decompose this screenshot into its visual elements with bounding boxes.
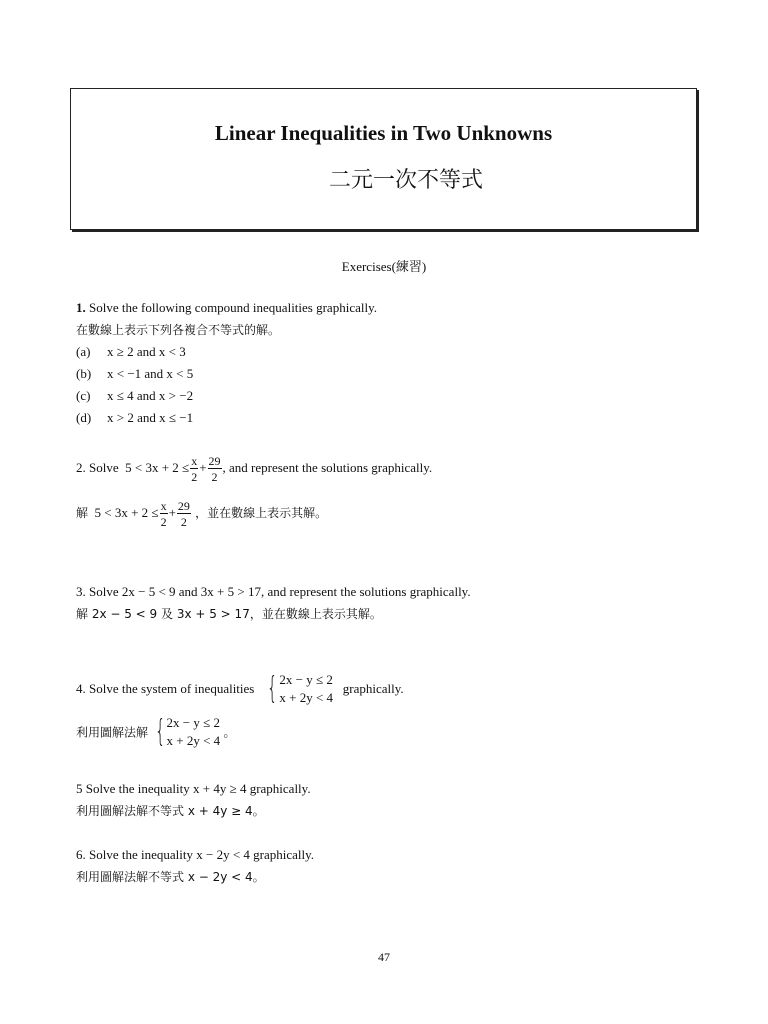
- q6-prompt-zh: 利用圖解法解不等式 x − 2y < 4。: [76, 870, 265, 884]
- frac-num: x: [160, 499, 167, 513]
- q2-prompt-zh: [76, 500, 327, 528]
- q1-part-label: (a): [76, 344, 91, 359]
- q1-part-label: (d): [76, 410, 92, 425]
- q4-inequality-system: [267, 671, 333, 707]
- q1-part-b: [76, 366, 193, 382]
- q2-fraction-29-zh: [177, 500, 191, 528]
- q3-prompt-zh: 解 2x − 5 < 9 及 3x + 5 > 17，並在數線上表示其解。: [76, 607, 382, 621]
- q1-part-expr: x > 2 and x ≤ −1: [107, 410, 194, 425]
- q4-suffix: graphically.: [342, 681, 404, 696]
- q4-prompt-en: [76, 671, 404, 707]
- q1-part-label: (b): [76, 366, 92, 381]
- q1-prompt-zh: 在數線上表示下列各複合不等式的解。: [76, 323, 281, 337]
- brace-symbol: {: [154, 714, 166, 749]
- page-number: 47: [378, 950, 390, 964]
- frac-den: 2: [191, 470, 198, 484]
- title-english: Linear Inequalities in Two Unknowns: [214, 121, 553, 145]
- q4-inequality-system-zh: [155, 714, 221, 750]
- q1-part-expr: x < −1 and x < 5: [107, 366, 194, 381]
- q2-fraction-x: [190, 455, 198, 483]
- q4-prompt-zh: [76, 714, 235, 750]
- frac-den: 2: [180, 515, 187, 529]
- system-row: 2x − y ≤ 2: [166, 715, 220, 730]
- frac-num: 29: [177, 499, 190, 513]
- system-row: 2x − y ≤ 2: [279, 672, 333, 687]
- q1-part-a: [76, 344, 186, 360]
- system-row: x + 2y < 4: [166, 733, 221, 748]
- q1-prompt-en: [76, 300, 377, 316]
- q2-prefix: 2. Solve: [76, 459, 119, 475]
- system-row: x + 2y < 4: [279, 690, 334, 705]
- q4-suffix-zh: 。: [223, 725, 236, 740]
- frac-den: 2: [211, 470, 218, 484]
- q1-part-expr: x ≤ 4 and x > −2: [107, 388, 194, 403]
- q2-fraction-x-zh: [160, 500, 168, 528]
- q2-prefix-zh: 解: [76, 505, 89, 520]
- q4-prefix: 4. Solve the system of inequalities: [76, 681, 255, 696]
- title-chinese: 二元一次不等式: [329, 168, 484, 193]
- q2-prompt-en: [76, 455, 432, 483]
- q1-text-en: Solve the following compound inequalities graphically.: [85, 300, 377, 315]
- title-box: [70, 88, 697, 230]
- q2-suffix-zh: ，並在數線上表示其解。: [195, 505, 328, 520]
- q5-prompt-zh: 利用圖解法解不等式 x + 4y ≥ 4。: [76, 804, 265, 818]
- q2-plus-zh: +: [168, 504, 176, 520]
- q3-prompt-en: 3. Solve 2x − 5 < 9 and 3x + 5 > 17, and represent the solutions graphically.: [76, 584, 471, 599]
- q1-part-c: [76, 388, 193, 404]
- q1-part-d: [76, 410, 193, 426]
- q6-prompt-en: 6. Solve the inequality x − 2y < 4 graphically.: [76, 847, 315, 862]
- frac-den: 2: [160, 515, 167, 529]
- q2-fraction-29: [208, 455, 222, 483]
- q2-suffix: , and represent the solutions graphically.: [222, 459, 433, 475]
- q4-prefix-zh: 利用圖解法解: [76, 725, 149, 740]
- frac-num: 29: [208, 454, 221, 468]
- q2-plus: +: [199, 459, 207, 475]
- exercises-heading: Exercises(練習): [341, 259, 427, 274]
- q1-number: 1.: [76, 300, 86, 315]
- frac-num: x: [191, 454, 198, 468]
- q2-expr-zh: 5 < 3x + 2 ≤: [94, 504, 159, 520]
- q5-prompt-en: 5 Solve the inequality x + 4y ≥ 4 graphically.: [76, 781, 311, 796]
- q2-expr: 5 < 3x + 2 ≤: [125, 459, 190, 475]
- q1-part-label: (c): [76, 388, 91, 403]
- brace-symbol: {: [267, 671, 278, 706]
- q1-part-expr: x ≥ 2 and x < 3: [107, 344, 186, 359]
